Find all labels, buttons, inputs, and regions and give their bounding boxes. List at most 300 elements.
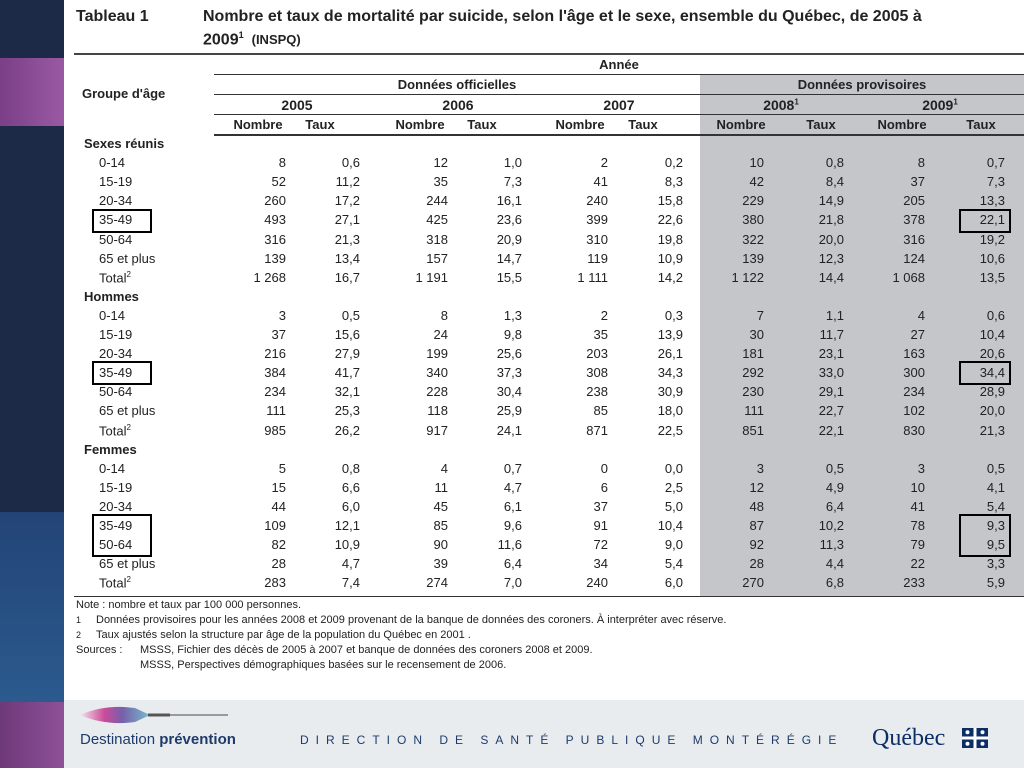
nombre-header: Nombre (395, 117, 445, 132)
age-group-label: 65 et plus (99, 403, 156, 419)
taux-cell: 20,6 (979, 346, 1005, 362)
taux-cell: 10,4 (979, 327, 1005, 342)
taux-cell: 10,6 (979, 250, 1005, 266)
nombre-cell: 52 (271, 174, 286, 190)
nombre-cell: 7 (756, 307, 764, 323)
divider (214, 134, 1024, 136)
taux-cell: 22,6 (657, 212, 683, 228)
nombre-cell: 322 (742, 231, 764, 247)
taux-cell: 25,9 (496, 403, 522, 419)
nombre-cell: 37 (271, 327, 286, 342)
nombre-cell: 274 (426, 575, 448, 591)
nombre-cell: 10 (749, 155, 764, 171)
taux-cell: 21,3 (979, 422, 1005, 438)
nombre-cell: 240 (586, 193, 608, 209)
taux-cell: 7,4 (341, 575, 360, 591)
table-row (64, 212, 1024, 231)
nombre-cell: 318 (426, 231, 448, 247)
taux-cell: 6,8 (825, 575, 844, 591)
nombre-cell: 3 (756, 460, 764, 476)
age-group-label: 35-49 (99, 365, 133, 381)
age-group-label: 50-64 (99, 384, 133, 400)
nombre-cell: 316 (903, 231, 925, 247)
taux-cell: 12,1 (334, 518, 360, 533)
taux-cell: 11,6 (497, 537, 522, 553)
taux-cell: 34,4 (979, 365, 1005, 381)
taux-cell: 11,3 (819, 537, 844, 553)
footnote-1: Données provisoires pour les années 2008 et 2009 provenant de la banque de données des coroners. À interpréter avec réserve. (96, 614, 727, 626)
table-row (64, 499, 1024, 518)
taux-cell: 6,4 (503, 556, 522, 572)
nombre-cell: 316 (264, 231, 286, 247)
footnote-2: Taux ajustés selon la structure par âge de la population du Québec en 2001 . (96, 629, 471, 641)
nombre-cell: 270 (742, 575, 764, 591)
table-row (64, 346, 1024, 365)
taux-cell: 1,0 (503, 155, 522, 171)
taux-cell: 14,2 (657, 269, 683, 285)
age-group-label: 50-64 (99, 231, 133, 247)
nombre-cell: 1 111 (577, 269, 608, 285)
taux-cell: 15,5 (496, 269, 522, 285)
taux-header: Taux (806, 117, 836, 132)
age-group-label: 15-19 (99, 327, 133, 342)
nombre-cell: 1 191 (415, 269, 448, 285)
nombre-cell: 4 (440, 460, 448, 476)
highlight-box (959, 209, 1011, 233)
age-group-label: Total$^2$ (99, 269, 131, 286)
nombre-cell: 35 (433, 174, 448, 190)
dart-logo-icon (80, 702, 230, 728)
nombre-cell: 340 (426, 365, 448, 381)
nombre-cell: 229 (742, 193, 764, 209)
nombre-cell: 234 (903, 384, 925, 400)
taux-cell: 5,4 (986, 498, 1005, 514)
taux-header: Taux (305, 117, 335, 132)
nombre-cell: 216 (264, 346, 286, 362)
taux-cell: 9,0 (664, 537, 683, 553)
taux-cell: 6,4 (825, 498, 844, 514)
taux-cell: 0,6 (986, 307, 1005, 323)
department-name: DIRECTION DE SANTÉ PUBLIQUE MONTÉRÉGIE (300, 733, 844, 747)
taux-cell: 4,9 (825, 479, 844, 495)
taux-cell: 37,3 (496, 365, 522, 381)
taux-cell: 15,8 (657, 193, 683, 209)
table-label: Tableau 1 (76, 8, 149, 25)
taux-cell: 30,9 (657, 384, 683, 400)
nombre-cell: 118 (427, 403, 448, 419)
taux-cell: 5,0 (664, 498, 683, 514)
nombre-header: Nombre (716, 117, 766, 132)
table-row (64, 174, 1024, 193)
age-group-label: 0-14 (99, 307, 126, 323)
table-row (64, 365, 1024, 384)
taux-cell: 7,0 (503, 575, 522, 591)
taux-cell: 8,4 (825, 174, 844, 190)
taux-cell: 0,2 (664, 155, 683, 171)
nombre-cell: 308 (586, 365, 608, 381)
nombre-cell: 2 (600, 307, 608, 323)
taux-cell: 14,4 (818, 269, 844, 285)
nombre-cell: 111 (266, 403, 286, 419)
table-row (64, 480, 1024, 499)
nombre-cell: 260 (264, 193, 286, 209)
nombre-cell: 12 (433, 155, 448, 171)
taux-cell: 2,5 (664, 479, 683, 495)
nombre-cell: 39 (433, 556, 448, 572)
age-group-label: 15-19 (99, 174, 133, 190)
taux-cell: 0,8 (341, 460, 360, 476)
table-row (64, 556, 1024, 575)
nombre-cell: 378 (903, 212, 925, 228)
nombre-cell: 157 (426, 250, 448, 266)
document-table (64, 0, 1024, 700)
taux-cell: 0,3 (664, 307, 683, 323)
taux-cell: 0,5 (825, 460, 844, 476)
nombre-cell: 10 (910, 479, 925, 495)
year-header: 2005 (281, 97, 313, 113)
nombre-cell: 22 (910, 556, 925, 572)
taux-cell: 4,4 (825, 556, 844, 572)
taux-cell: 33,0 (818, 365, 844, 381)
nombre-cell: 830 (903, 422, 925, 438)
taux-cell: 34,3 (657, 365, 683, 381)
nombre-cell: 3 (917, 460, 925, 476)
nombre-cell: 28 (271, 556, 286, 572)
year-header: 2008$^1$ (763, 97, 799, 113)
nombre-cell: 4 (917, 307, 925, 323)
taux-cell: 29,1 (818, 384, 844, 400)
nombre-cell: 34 (593, 556, 608, 572)
age-group-label: 50-64 (99, 537, 133, 553)
year-header: 2006 (442, 97, 474, 113)
taux-cell: 5,4 (664, 556, 683, 572)
nombre-header: Nombre (877, 117, 927, 132)
taux-cell: 21,3 (334, 231, 360, 247)
group-heading: Hommes (84, 288, 139, 304)
taux-cell: 17,2 (334, 193, 360, 209)
quebec-logo: Québec (872, 725, 946, 751)
taux-cell: 10,9 (657, 250, 683, 266)
table-row (64, 270, 1024, 289)
taux-cell: 10,9 (334, 537, 360, 553)
table-row (64, 384, 1024, 403)
highlight-box (959, 361, 1011, 385)
nombre-cell: 493 (264, 212, 286, 228)
taux-cell: 0,7 (503, 460, 522, 476)
nombre-cell: 205 (903, 193, 925, 209)
taux-cell: 9,3 (986, 518, 1005, 533)
taux-cell: 6,0 (341, 498, 360, 514)
nombre-cell: 1 068 (892, 269, 925, 285)
nombre-cell: 30 (749, 327, 764, 342)
taux-cell: 1,1 (825, 307, 844, 323)
age-group-label: Total$^2$ (99, 422, 131, 438)
header-provisional: Données provisoires (797, 77, 927, 92)
nombre-cell: 102 (903, 403, 925, 419)
taux-cell: 4,7 (341, 556, 360, 572)
nombre-cell: 92 (749, 537, 764, 553)
title-divider (74, 53, 1024, 55)
quebec-flag-icon (962, 728, 988, 748)
taux-cell: 30,4 (496, 384, 522, 400)
nombre-cell: 8 (917, 155, 925, 171)
header-official: Données officielles (397, 77, 517, 92)
taux-cell: 9,5 (986, 537, 1005, 553)
taux-cell: 22,1 (979, 212, 1005, 228)
age-group-label: 20-34 (99, 346, 133, 362)
taux-cell: 28,9 (979, 384, 1005, 400)
year-header: 2009$^1$ (922, 97, 958, 113)
nombre-cell: 380 (742, 212, 764, 228)
nombre-cell: 8 (440, 307, 448, 323)
divider (214, 114, 1024, 115)
nombre-cell: 85 (433, 518, 448, 533)
taux-cell: 6,1 (503, 498, 522, 514)
taux-cell: 4,1 (986, 479, 1005, 495)
nombre-cell: 292 (742, 365, 764, 381)
taux-cell: 12,3 (818, 250, 844, 266)
taux-cell: 20,0 (818, 231, 844, 247)
nombre-cell: 6 (600, 479, 608, 495)
taux-cell: 10,4 (657, 518, 683, 533)
divider (74, 596, 1024, 597)
nombre-cell: 42 (749, 174, 764, 190)
nombre-cell: 233 (903, 575, 925, 591)
taux-cell: 5,9 (986, 575, 1005, 591)
taux-cell: 26,2 (334, 422, 360, 438)
divider (214, 94, 1024, 95)
taux-cell: 8,3 (664, 174, 683, 190)
taux-cell: 23,1 (818, 346, 844, 362)
nombre-cell: 79 (910, 537, 925, 553)
nombre-cell: 8 (278, 155, 286, 171)
taux-cell: 14,7 (496, 250, 522, 266)
nombre-cell: 15 (271, 479, 286, 495)
taux-cell: 27,1 (334, 212, 360, 228)
taux-cell: 7,3 (986, 174, 1005, 190)
nombre-cell: 244 (426, 193, 448, 209)
table-row (64, 308, 1024, 327)
nombre-cell: 37 (910, 174, 925, 190)
group-heading: Femmes (84, 441, 137, 457)
note-text: Note : nombre et taux par 100 000 personnes. (76, 599, 302, 611)
taux-cell: 19,8 (657, 231, 683, 247)
taux-cell: 16,7 (334, 269, 360, 285)
nombre-cell: 199 (426, 346, 448, 362)
nombre-cell: 425 (426, 212, 448, 228)
taux-cell: 41,7 (334, 365, 360, 381)
table-row (64, 251, 1024, 270)
table-row (64, 193, 1024, 212)
taux-cell: 18,0 (657, 403, 683, 419)
nombre-cell: 12 (749, 479, 764, 495)
highlight-box (92, 209, 152, 233)
taux-cell: 1,3 (503, 307, 522, 323)
nombre-cell: 1 122 (731, 269, 764, 285)
nombre-cell: 72 (593, 537, 608, 553)
taux-cell: 14,9 (818, 193, 844, 209)
nombre-cell: 24 (433, 327, 448, 342)
taux-cell: 22,1 (818, 422, 844, 438)
nombre-cell: 41 (910, 498, 925, 514)
nombre-cell: 41 (593, 174, 608, 190)
nombre-header: Nombre (233, 117, 283, 132)
table-title: Nombre et taux de mortalité par suicide, selon l'âge et le sexe, ensemble du Québec, de 2005 à 2009$^1$ (INSPQ) (203, 8, 922, 49)
table-row (64, 518, 1024, 537)
taux-cell: 27,9 (334, 346, 360, 362)
nombre-cell: 851 (742, 422, 764, 438)
taux-cell: 19,2 (979, 231, 1005, 247)
taux-cell: 0,5 (341, 307, 360, 323)
age-group-label: 20-34 (99, 193, 133, 209)
table-row (64, 575, 1024, 594)
age-group-label: 65 et plus (99, 556, 156, 572)
nombre-cell: 124 (903, 250, 925, 266)
nombre-cell: 139 (264, 250, 286, 266)
nombre-cell: 203 (586, 346, 608, 362)
taux-cell: 20,0 (979, 403, 1005, 419)
taux-cell: 11,7 (819, 327, 844, 342)
year-header: 2007 (603, 97, 635, 113)
footnotes: Note : nombre et taux par 100 000 personnes. 1 Données provisoires pour les années 2008 et 2009 provenant de la banque de données des coroners. À interpréter avec réserve. 2 Taux ajustés selon la structure par âge de la population du Québec en 2001 . Sources : MSSS, Fichier des décès de 2005 à 2007 et banque de données des coroners 2008 et 2009. MSSS, Perspectives démographiques basées sur le recensement de 2006. (76, 599, 727, 671)
nombre-cell: 163 (903, 346, 925, 362)
taux-cell: 26,1 (657, 346, 683, 362)
age-group-label: Total$^2$ (99, 575, 131, 591)
nombre-cell: 310 (586, 231, 608, 247)
nombre-cell: 228 (426, 384, 448, 400)
nombre-cell: 230 (742, 384, 764, 400)
taux-cell: 0,6 (341, 155, 360, 171)
taux-cell: 13,9 (657, 327, 683, 342)
nombre-cell: 3 (278, 307, 286, 323)
nombre-cell: 985 (264, 422, 286, 438)
source-1: MSSS, Fichier des décès de 2005 à 2007 et banque de données des coroners 2008 et 2009. (140, 644, 593, 656)
table-row (64, 403, 1024, 422)
header-group: Groupe d'âge (82, 86, 166, 101)
nombre-cell: 87 (749, 518, 764, 533)
source-2: MSSS, Perspectives démographiques basées sur le recensement de 2006. (140, 659, 507, 671)
table-row (64, 155, 1024, 174)
nombre-cell: 240 (586, 575, 608, 591)
brand-name: Destination prévention (80, 731, 236, 748)
footer-bar (64, 700, 1024, 768)
left-decorative-bar (0, 0, 64, 768)
nombre-cell: 139 (742, 250, 764, 266)
taux-cell: 25,3 (334, 403, 360, 419)
nombre-cell: 44 (271, 498, 286, 514)
taux-cell: 3,3 (986, 556, 1005, 572)
highlight-box (92, 361, 152, 385)
taux-header: Taux (628, 117, 658, 132)
nombre-header: Nombre (555, 117, 605, 132)
taux-cell: 13,3 (979, 193, 1005, 209)
nombre-cell: 85 (593, 403, 608, 419)
table-row (64, 461, 1024, 480)
taux-cell: 25,6 (496, 346, 522, 362)
nombre-cell: 0 (600, 460, 608, 476)
nombre-cell: 234 (264, 384, 286, 400)
age-group-label: 15-19 (99, 479, 133, 495)
taux-cell: 13,4 (334, 250, 360, 266)
taux-cell: 32,1 (334, 384, 360, 400)
nombre-cell: 11 (434, 479, 448, 495)
taux-cell: 9,6 (503, 518, 522, 533)
taux-cell: 24,1 (496, 422, 522, 438)
nombre-cell: 28 (749, 556, 764, 572)
taux-cell: 20,9 (496, 231, 522, 247)
nombre-cell: 384 (264, 365, 286, 381)
taux-cell: 11,2 (335, 174, 360, 190)
nombre-cell: 91 (593, 518, 608, 533)
sources-label: Sources : (76, 644, 123, 656)
taux-cell: 13,5 (979, 269, 1005, 285)
age-group-label: 35-49 (99, 212, 133, 228)
taux-cell: 6,6 (341, 479, 360, 495)
age-group-label: 0-14 (99, 460, 126, 476)
nombre-cell: 90 (433, 537, 448, 553)
taux-cell: 9,8 (503, 327, 522, 342)
taux-cell: 0,5 (986, 460, 1005, 476)
nombre-cell: 181 (742, 346, 764, 362)
age-group-label: 35-49 (99, 518, 133, 533)
nombre-cell: 917 (426, 422, 448, 438)
taux-cell: 22,5 (657, 422, 683, 438)
nombre-cell: 399 (586, 212, 608, 228)
table-row (64, 327, 1024, 346)
age-group-label: 20-34 (99, 498, 133, 514)
source-tag: (INSPQ) (251, 32, 301, 48)
nombre-cell: 283 (264, 575, 286, 591)
age-group-label: 65 et plus (99, 250, 156, 266)
taux-cell: 4,7 (503, 479, 522, 495)
nombre-cell: 5 (278, 460, 286, 476)
taux-cell: 0,7 (986, 155, 1005, 171)
nombre-cell: 238 (586, 384, 608, 400)
nombre-cell: 300 (903, 365, 925, 381)
table-row (64, 232, 1024, 251)
taux-cell: 15,6 (334, 327, 360, 342)
taux-header: Taux (467, 117, 497, 132)
nombre-cell: 48 (749, 498, 764, 514)
table-row (64, 537, 1024, 556)
nombre-cell: 37 (593, 498, 608, 514)
nombre-cell: 109 (264, 518, 286, 533)
taux-cell: 10,2 (818, 518, 844, 533)
taux-cell: 6,0 (664, 575, 683, 591)
nombre-cell: 111 (744, 403, 764, 419)
nombre-cell: 871 (586, 422, 608, 438)
group-heading: Sexes réunis (84, 136, 165, 151)
nombre-cell: 82 (271, 537, 286, 553)
age-group-label: 0-14 (99, 155, 126, 171)
divider (214, 74, 1024, 75)
taux-cell: 0,0 (664, 460, 683, 476)
nombre-cell: 27 (910, 327, 925, 342)
nombre-cell: 2 (600, 155, 608, 171)
nombre-cell: 35 (593, 327, 608, 342)
taux-cell: 22,7 (818, 403, 844, 419)
taux-cell: 23,6 (496, 212, 522, 228)
table-row (64, 423, 1024, 442)
nombre-cell: 1 268 (253, 269, 286, 285)
header-annee: Année (599, 57, 639, 72)
nombre-cell: 45 (433, 498, 448, 514)
nombre-cell: 119 (587, 250, 608, 266)
taux-header: Taux (966, 117, 996, 132)
taux-cell: 16,1 (496, 193, 522, 209)
taux-cell: 21,8 (818, 212, 844, 228)
taux-cell: 0,8 (825, 155, 844, 171)
